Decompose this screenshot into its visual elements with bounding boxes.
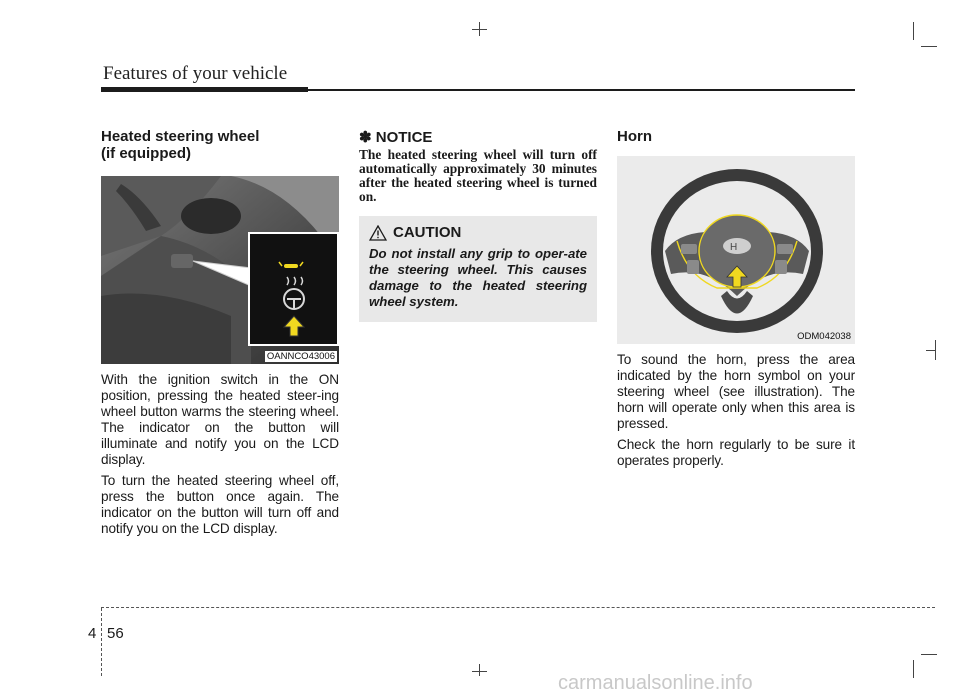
footer-dashed-rule bbox=[101, 607, 935, 608]
svg-text:H: H bbox=[730, 242, 738, 253]
figure-label-oannco: OANNCO43006 bbox=[266, 351, 335, 362]
caution-box bbox=[359, 216, 597, 322]
caution-heading bbox=[369, 224, 587, 241]
crop-mark-top-right-h bbox=[921, 46, 937, 47]
steering-wheel-illustration bbox=[617, 156, 855, 344]
dashboard-illustration bbox=[101, 176, 339, 364]
crop-mark-top-center-h bbox=[472, 29, 487, 30]
warning-triangle-icon bbox=[369, 225, 387, 241]
caution-title: CAUTION bbox=[393, 224, 462, 241]
header-rule-thick bbox=[101, 87, 308, 92]
crop-mark-bottom-right-v bbox=[913, 660, 914, 678]
footer-dashed-vline bbox=[101, 608, 102, 676]
figure-label-odm: ODM042038 bbox=[797, 331, 851, 342]
heated-steering-heading bbox=[101, 128, 339, 162]
heading-line-2: (if equipped) bbox=[101, 145, 191, 162]
horn-heading: Horn bbox=[617, 128, 652, 145]
heated-steering-paragraph-1: With the ignition switch in the ON position, pressing the heated steer-ing wheel button warms the steering wheel. The indicator on the button will illuminate and notify you on the LCD display. bbox=[101, 372, 339, 467]
page-number: 56 bbox=[107, 625, 124, 642]
right-column bbox=[617, 128, 855, 469]
crop-mark-top-right-v bbox=[913, 22, 914, 40]
horn-figure bbox=[617, 156, 855, 344]
crop-mark-right-center-h bbox=[926, 350, 936, 351]
heated-steering-paragraph-2: To turn the heated steering wheel off, press the button once again. The indicator on the button will turn off and notify you on the LCD display. bbox=[101, 473, 339, 536]
left-column bbox=[101, 128, 339, 537]
heated-steering-figure bbox=[101, 176, 339, 364]
crop-mark-bottom-center-h bbox=[472, 671, 487, 672]
crop-mark-bottom-right-h bbox=[921, 654, 937, 655]
heading-line-1: Heated steering wheel bbox=[101, 128, 260, 145]
middle-column bbox=[359, 128, 597, 322]
page-header-title: Features of your vehicle bbox=[103, 63, 288, 84]
chapter-number: 4 bbox=[88, 625, 97, 642]
notice-text: The heated steering wheel will turn off automatically approximately 30 minutes after the heated steering wheel is turned on. bbox=[359, 147, 597, 204]
horn-paragraph-1: To sound the horn, press the area indicated by the horn symbol on your steering wheel (see illustration). The horn will operate only when this area is pressed. bbox=[617, 352, 855, 431]
header-rule-thin bbox=[308, 89, 855, 91]
horn-paragraph-2: Check the horn regularly to be sure it operates properly. bbox=[617, 437, 855, 468]
crop-mark-bottom-center-v bbox=[479, 664, 480, 676]
watermark-text: carmanualsonline.info bbox=[558, 672, 753, 694]
notice-title: ✽ NOTICE bbox=[359, 129, 433, 146]
caution-text: Do not install any grip to oper-ate the steering wheel. This causes damage to the heated steering wheel system. bbox=[369, 246, 587, 309]
